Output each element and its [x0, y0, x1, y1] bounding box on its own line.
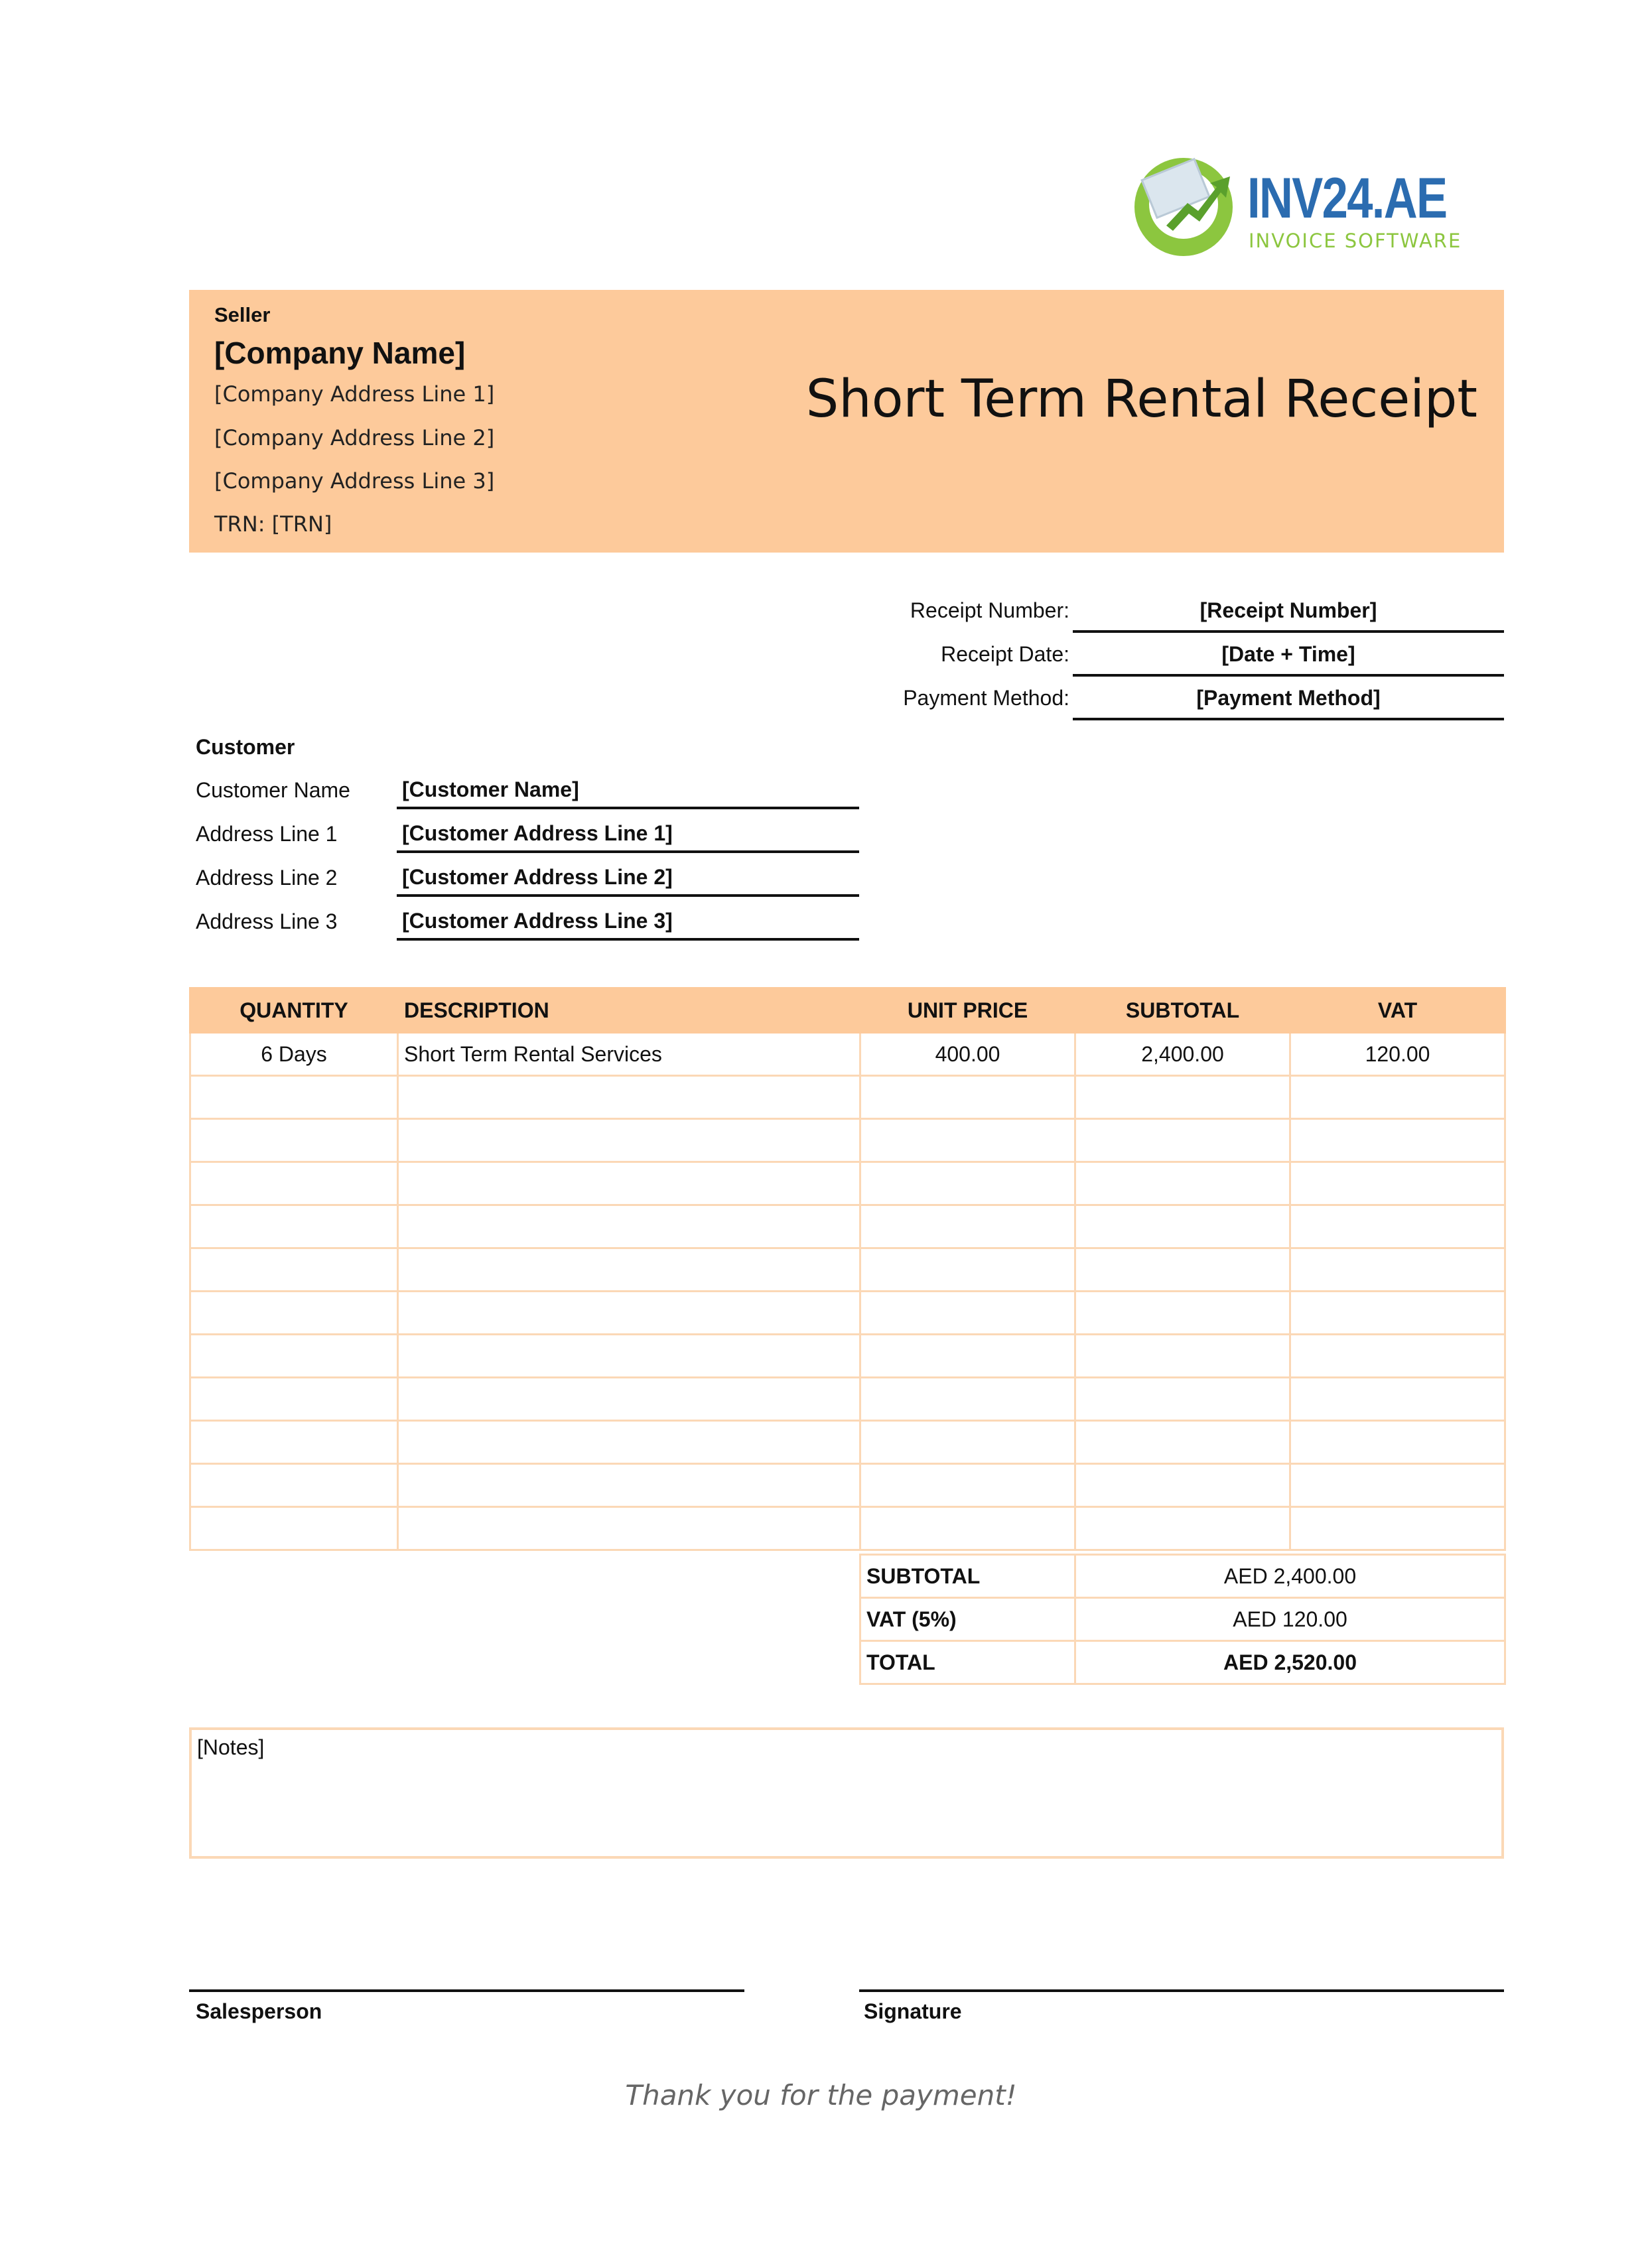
subtotal-label: SUBTOTAL — [860, 1555, 1075, 1598]
col-unit-price-header: UNIT PRICE — [860, 988, 1075, 1033]
item-unit-price-cell[interactable] — [860, 1205, 1075, 1248]
item-subtotal-cell[interactable] — [1075, 1507, 1290, 1550]
item-description-cell[interactable] — [398, 1378, 860, 1421]
item-unit-price-cell[interactable] — [860, 1248, 1075, 1292]
item-unit-price-cell[interactable] — [860, 1162, 1075, 1205]
item-subtotal-cell[interactable] — [1075, 1292, 1290, 1335]
item-vat-cell[interactable] — [1290, 1162, 1505, 1205]
customer-name-label: Customer Name — [196, 778, 350, 802]
item-vat-cell[interactable] — [1290, 1378, 1505, 1421]
item-vat-cell[interactable]: 120.00 — [1290, 1033, 1505, 1076]
inv24-logo — [1134, 151, 1479, 264]
receipt-number-label: Receipt Number: — [910, 598, 1069, 622]
item-subtotal-cell[interactable] — [1075, 1248, 1290, 1292]
item-subtotal-cell[interactable] — [1075, 1076, 1290, 1119]
item-quantity-cell[interactable] — [190, 1248, 398, 1292]
item-description-cell[interactable] — [398, 1119, 860, 1162]
seller-label: Seller — [214, 303, 271, 326]
totals-table — [859, 1554, 1506, 1685]
item-unit-price-cell[interactable]: 400.00 — [860, 1033, 1075, 1076]
customer-address-3-field[interactable]: [Customer Address Line 3] — [397, 901, 859, 941]
item-description-cell[interactable]: Short Term Rental Services — [398, 1033, 860, 1076]
table-row — [190, 1033, 1505, 1076]
item-unit-price-cell[interactable] — [860, 1076, 1075, 1119]
customer-address-2-label: Address Line 2 — [196, 866, 338, 890]
table-row — [190, 1162, 1505, 1205]
vat-row — [860, 1598, 1505, 1641]
document-title: Short Term Rental Receipt — [805, 369, 1477, 429]
table-row — [190, 1507, 1505, 1550]
customer-address-1-field[interactable]: [Customer Address Line 1] — [397, 813, 859, 853]
table-row — [190, 1076, 1505, 1119]
payment-method-field[interactable]: [Payment Method] — [1073, 678, 1504, 720]
item-vat-cell[interactable] — [1290, 1076, 1505, 1119]
total-row — [860, 1641, 1505, 1684]
item-quantity-cell[interactable] — [190, 1205, 398, 1248]
item-unit-price-cell[interactable] — [860, 1507, 1075, 1550]
item-vat-cell[interactable] — [1290, 1292, 1505, 1335]
table-row — [190, 1464, 1505, 1507]
item-quantity-cell[interactable]: 6 Days — [190, 1033, 398, 1076]
item-vat-cell[interactable] — [1290, 1507, 1505, 1550]
item-unit-price-cell[interactable] — [860, 1464, 1075, 1507]
item-subtotal-cell[interactable]: 2,400.00 — [1075, 1033, 1290, 1076]
item-description-cell[interactable] — [398, 1162, 860, 1205]
items-header-row — [190, 988, 1505, 1033]
item-vat-cell[interactable] — [1290, 1464, 1505, 1507]
item-description-cell[interactable] — [398, 1292, 860, 1335]
notes-box[interactable] — [189, 1727, 1504, 1859]
vat-label: VAT (5%) — [860, 1598, 1075, 1641]
item-quantity-cell[interactable] — [190, 1378, 398, 1421]
notes-text: [Notes] — [197, 1735, 265, 1759]
item-quantity-cell[interactable] — [190, 1421, 398, 1464]
item-description-cell[interactable] — [398, 1335, 860, 1378]
item-unit-price-cell[interactable] — [860, 1292, 1075, 1335]
payment-method-label: Payment Method: — [903, 686, 1069, 710]
item-unit-price-cell[interactable] — [860, 1378, 1075, 1421]
item-vat-cell[interactable] — [1290, 1335, 1505, 1378]
item-quantity-cell[interactable] — [190, 1119, 398, 1162]
table-row — [190, 1205, 1505, 1248]
table-row — [190, 1119, 1505, 1162]
receipt-number-field[interactable]: [Receipt Number] — [1073, 590, 1504, 633]
company-address-line-2: [Company Address Line 2] — [214, 425, 495, 450]
seller-header — [189, 290, 1504, 553]
col-description-header: DESCRIPTION — [398, 988, 860, 1033]
item-quantity-cell[interactable] — [190, 1464, 398, 1507]
receipt-date-field[interactable]: [Date + Time] — [1073, 634, 1504, 677]
item-description-cell[interactable] — [398, 1464, 860, 1507]
item-description-cell[interactable] — [398, 1076, 860, 1119]
item-subtotal-cell[interactable] — [1075, 1464, 1290, 1507]
item-quantity-cell[interactable] — [190, 1507, 398, 1550]
vat-value: AED 120.00 — [1075, 1598, 1505, 1641]
item-subtotal-cell[interactable] — [1075, 1335, 1290, 1378]
item-vat-cell[interactable] — [1290, 1421, 1505, 1464]
items-table — [189, 987, 1506, 1551]
table-row — [190, 1335, 1505, 1378]
table-row — [190, 1378, 1505, 1421]
thank-you-message: Thank you for the payment! — [625, 2079, 1017, 2111]
item-quantity-cell[interactable] — [190, 1335, 398, 1378]
salesperson-label: Salesperson — [196, 1999, 322, 2023]
salesperson-line — [189, 1989, 744, 1992]
item-subtotal-cell[interactable] — [1075, 1205, 1290, 1248]
item-quantity-cell[interactable] — [190, 1162, 398, 1205]
item-subtotal-cell[interactable] — [1075, 1421, 1290, 1464]
item-vat-cell[interactable] — [1290, 1205, 1505, 1248]
item-unit-price-cell[interactable] — [860, 1335, 1075, 1378]
total-label: TOTAL — [860, 1641, 1075, 1684]
customer-name-field[interactable]: [Customer Name] — [397, 769, 859, 809]
item-description-cell[interactable] — [398, 1248, 860, 1292]
item-description-cell[interactable] — [398, 1205, 860, 1248]
item-subtotal-cell[interactable] — [1075, 1162, 1290, 1205]
table-row — [190, 1292, 1505, 1335]
receipt-date-label: Receipt Date: — [941, 642, 1069, 666]
total-value: AED 2,520.00 — [1075, 1641, 1505, 1684]
customer-address-2-field[interactable]: [Customer Address Line 2] — [397, 857, 859, 897]
company-trn: TRN: [TRN] — [214, 511, 332, 537]
item-vat-cell[interactable] — [1290, 1248, 1505, 1292]
subtotal-value: AED 2,400.00 — [1075, 1555, 1505, 1598]
signature-line — [859, 1989, 1504, 1992]
customer-heading: Customer — [196, 735, 295, 759]
item-subtotal-cell[interactable] — [1075, 1119, 1290, 1162]
col-vat-header: VAT — [1290, 988, 1505, 1033]
col-subtotal-header: SUBTOTAL — [1075, 988, 1290, 1033]
customer-address-3-label: Address Line 3 — [196, 909, 338, 933]
logo-text: INV24.AE — [1247, 167, 1447, 230]
table-row — [190, 1248, 1505, 1292]
item-unit-price-cell[interactable] — [860, 1421, 1075, 1464]
item-description-cell[interactable] — [398, 1421, 860, 1464]
item-unit-price-cell[interactable] — [860, 1119, 1075, 1162]
company-address-line-1: [Company Address Line 1] — [214, 381, 495, 407]
subtotal-row — [860, 1555, 1505, 1598]
company-address-line-3: [Company Address Line 3] — [214, 468, 495, 494]
customer-address-1-label: Address Line 1 — [196, 822, 338, 846]
item-quantity-cell[interactable] — [190, 1292, 398, 1335]
signature-label: Signature — [864, 1999, 962, 2023]
logo-subtext: INVOICE SOFTWARE — [1249, 230, 1462, 252]
item-quantity-cell[interactable] — [190, 1076, 398, 1119]
item-subtotal-cell[interactable] — [1075, 1378, 1290, 1421]
item-description-cell[interactable] — [398, 1507, 860, 1550]
growth-arrow-icon — [1161, 165, 1234, 237]
table-row — [190, 1421, 1505, 1464]
item-vat-cell[interactable] — [1290, 1119, 1505, 1162]
col-quantity-header: QUANTITY — [190, 988, 398, 1033]
company-name: [Company Name] — [214, 336, 466, 370]
